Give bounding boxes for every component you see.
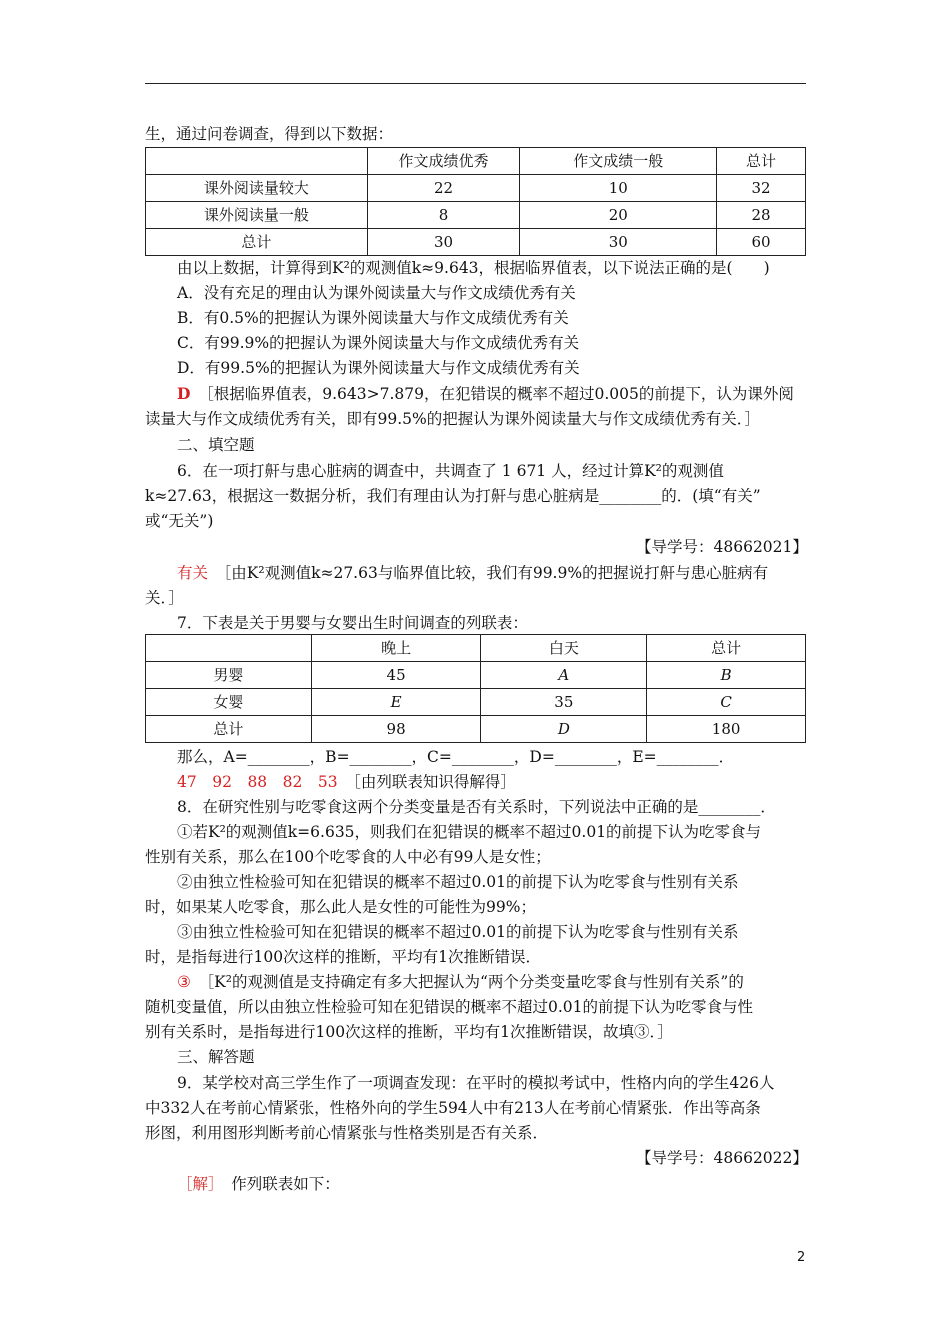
q9-line1: 9．某学校对高三学生作了一项调查发现：在平时的模拟考试中，性格内向的学生426人 bbox=[177, 1074, 775, 1092]
page-number: 2 bbox=[797, 1250, 806, 1265]
table-cell: 28 bbox=[717, 202, 806, 229]
q6-line2: k≈27.63，根据这一数据分析，我们有理由认为打鼾与患心脏病是________的．(填“有关” bbox=[145, 487, 761, 505]
q5-explanation-cont: 读量大与作文成绩优秀有关，即有99.5%的把握认为课外阅读量大与作文成绩优秀有关．］ bbox=[145, 410, 760, 428]
table-row bbox=[146, 175, 806, 202]
q8-explanation: ［K²的观测值是支持确定有多大把握认为“两个分类变量吃零食与性别有关系”的 bbox=[206, 973, 744, 991]
table-cell: 总计 bbox=[146, 229, 368, 256]
q8-statement-1: ①若K²的观测值k=6.635，则我们在犯错误的概率不超过0.01的前提下认为吃零食与 bbox=[177, 823, 762, 841]
table-row bbox=[146, 662, 806, 689]
table-header-cell: 作文成绩一般 bbox=[520, 148, 717, 175]
q7-explanation: ［由列联表知识得解得］ bbox=[353, 773, 516, 791]
table-header-cell: 总计 bbox=[647, 635, 806, 662]
q7-answer-line bbox=[177, 772, 516, 792]
birth-table bbox=[145, 634, 806, 743]
table-cell: 课外阅读量一般 bbox=[146, 202, 368, 229]
table-cell: 22 bbox=[367, 175, 520, 202]
table-header-cell: 晚上 bbox=[311, 635, 481, 662]
q9-solution-text: 作列联表如下： bbox=[231, 1175, 340, 1193]
section-fill-blank: 二、填空题 bbox=[177, 436, 255, 454]
q8-stem: 8．在研究性别与吃零食这两个分类变量是否有关系时，下列说法中正确的是________． bbox=[177, 798, 776, 816]
q5-stem: 由以上数据，计算得到K²的观测值k≈9.643，根据临界值表，以下说法正确的是( ) bbox=[177, 259, 770, 277]
table-cell: E bbox=[311, 689, 481, 716]
table-cell: 98 bbox=[311, 716, 481, 743]
q8-statement-3-cont: 时，是指每进行100次这样的推断，平均有1次推断错误． bbox=[145, 948, 541, 966]
table-cell: B bbox=[647, 662, 806, 689]
table-cell: 男婴 bbox=[146, 662, 312, 689]
q9-line2: 中332人在考前心情紧张，性格外向的学生594人中有213人在考前心情紧张．作出等高条 bbox=[145, 1099, 761, 1117]
q8-statement-3: ③由独立性检验可知在犯错误的概率不超过0.01的前提下认为吃零食与性别有关系 bbox=[177, 923, 739, 941]
q8-explanation-cont-1: 随机变量值，所以由独立性检验可知在犯错误的概率不超过0.01的前提下认为吃零食与性 bbox=[145, 998, 754, 1016]
q9-solution-tag: ［解］ bbox=[177, 1175, 216, 1193]
q7-fill-blanks: 那么，A=________，B=________，C=________，D=________，E=________． bbox=[177, 748, 735, 766]
table-cell: 8 bbox=[367, 202, 520, 229]
table-row bbox=[146, 716, 806, 743]
q5-answer: D bbox=[177, 384, 191, 403]
q6-line3: 或“无关”) bbox=[145, 512, 214, 530]
table-cell: 课外阅读量较大 bbox=[146, 175, 368, 202]
q6-line1: 6．在一项打鼾与患心脏病的调查中，共调查了 1 671 人，经过计算K²的观测值 bbox=[177, 462, 724, 480]
table-header-cell: 作文成绩优秀 bbox=[367, 148, 520, 175]
table-header-cell bbox=[146, 635, 312, 662]
table-cell: A bbox=[481, 662, 647, 689]
q9-solution-line bbox=[177, 1174, 340, 1194]
table-header-cell bbox=[146, 148, 368, 175]
q7-answers: 47 92 88 82 53 bbox=[177, 773, 338, 791]
q9-line3: 形图，利用图形判断考前心情紧张与性格类别是否有关系． bbox=[145, 1124, 549, 1142]
q5-option-a: A．没有充足的理由认为课外阅读量大与作文成绩优秀有关 bbox=[177, 284, 576, 302]
table-cell: 总计 bbox=[146, 716, 312, 743]
q8-statement-1-cont: 性别有关系，那么在100个吃零食的人中必有99人是女性； bbox=[145, 848, 551, 866]
table-cell: 60 bbox=[717, 229, 806, 256]
header-rule bbox=[145, 83, 806, 84]
table-cell: 10 bbox=[520, 175, 717, 202]
q5-answer-line bbox=[177, 384, 794, 404]
q5-option-b: B．有0.5%的把握认为课外阅读量大与作文成绩优秀有关 bbox=[177, 309, 569, 327]
q6-explanation: ［由K²观测值k≈27.63与临界值比较，我们有99.9%的把握说打鼾与患心脏病有 bbox=[223, 564, 769, 582]
q5-option-c: C．有99.9%的把握认为课外阅读量大与作文成绩优秀有关 bbox=[177, 334, 580, 352]
table-header-cell: 总计 bbox=[717, 148, 806, 175]
table-cell: 35 bbox=[481, 689, 647, 716]
table-cell: 20 bbox=[520, 202, 717, 229]
table-header-cell: 白天 bbox=[481, 635, 647, 662]
table-cell: 32 bbox=[717, 175, 806, 202]
table-cell: D bbox=[481, 716, 647, 743]
table-row bbox=[146, 202, 806, 229]
q6-explanation-cont: 关．］ bbox=[145, 589, 184, 607]
q8-statement-2: ②由独立性检验可知在犯错误的概率不超过0.01的前提下认为吃零食与性别有关系 bbox=[177, 873, 739, 891]
table-row bbox=[146, 229, 806, 256]
q7-stem: 7．下表是关于男婴与女婴出生时间调查的列联表： bbox=[177, 614, 528, 632]
q6-answer: 有关 bbox=[177, 564, 209, 582]
table-header-row bbox=[146, 148, 806, 175]
table-cell: 30 bbox=[367, 229, 520, 256]
q8-statement-2-cont: 时，如果某人吃零食，那么此人是女性的可能性为99%； bbox=[145, 898, 536, 916]
intro-text: 生，通过问卷调查，得到以下数据： bbox=[145, 125, 394, 143]
table-cell: C bbox=[647, 689, 806, 716]
q8-answer-line bbox=[177, 972, 744, 992]
q6-ref-number: 【导学号：48662021】 bbox=[636, 538, 808, 556]
q5-option-d: D．有99.5%的把握认为课外阅读量大与作文成绩优秀有关 bbox=[177, 359, 580, 377]
table-cell: 30 bbox=[520, 229, 717, 256]
q9-ref-number: 【导学号：48662022】 bbox=[636, 1149, 808, 1167]
table-row bbox=[146, 689, 806, 716]
section-solve: 三、解答题 bbox=[177, 1048, 255, 1066]
q8-explanation-cont-2: 别有关系时，是指每进行100次这样的推断，平均有1次推断错误，故填③．］ bbox=[145, 1023, 673, 1041]
table-header-row bbox=[146, 635, 806, 662]
table-cell: 180 bbox=[647, 716, 806, 743]
table-cell: 女婴 bbox=[146, 689, 312, 716]
q6-answer-line bbox=[177, 563, 768, 583]
survey-table bbox=[145, 147, 806, 256]
table-cell: 45 bbox=[311, 662, 481, 689]
q5-explanation: ［根据临界值表，9.643>7.879，在犯错误的概率不超过0.005的前提下，认为课外阅 bbox=[205, 385, 794, 403]
q8-answer: ③ bbox=[177, 973, 191, 991]
